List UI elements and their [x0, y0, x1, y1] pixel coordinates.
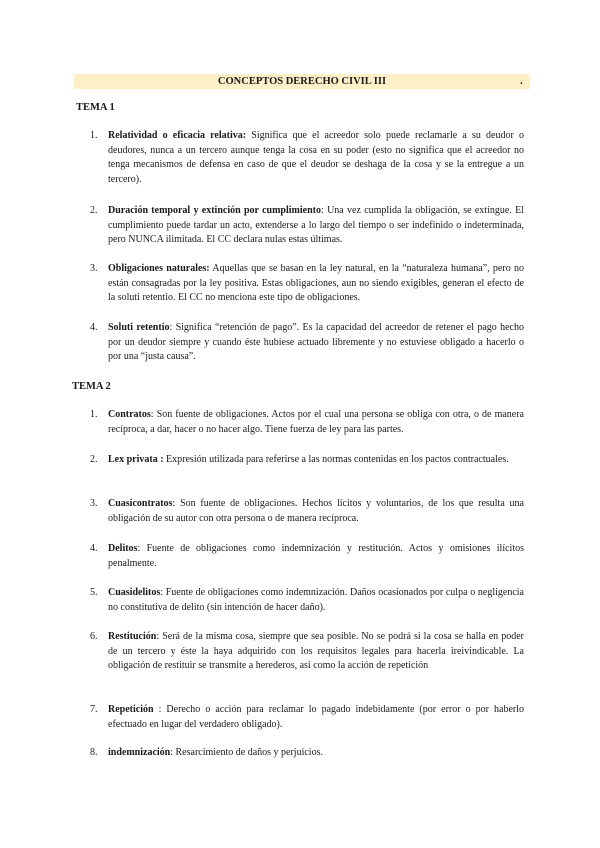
item-number: 7. [90, 704, 98, 715]
item-description: : Resarcimiento de daños y perjuicios. [170, 747, 323, 758]
list-item [90, 408, 524, 437]
list-item [90, 321, 524, 365]
item-description: : Fuente de obligaciones como indemnización. Daños ocasionados por culpa o negligencia no constitutiva de delito (sin intención de hacer daño). [108, 587, 524, 613]
item-text [108, 586, 524, 615]
item-text [108, 204, 524, 248]
item-text [108, 129, 524, 187]
list-item [90, 703, 524, 732]
item-number: 3. [90, 263, 98, 274]
item-text [108, 542, 524, 571]
item-description: : Derecho o acción para reclamar lo pagado indebidamente (por error o por haberlo efectuado en lugar del verdadero obligado). [108, 704, 524, 730]
item-term: Relatividad o eficacia relativa: [108, 130, 247, 141]
item-number: 6. [90, 631, 98, 642]
item-description: Significa que el acreedor solo puede reclamarle a su deudor o deudores, nunca a un tercero aunque tenga la cosa en su poder (esto no significa que el acreedor no tenga mecanismos de defensa en caso de que el deudor se deshaga de la cosa y se la entregue a un tercero). [108, 130, 524, 185]
item-term: Contratos [108, 409, 151, 420]
title-suffix: . [520, 76, 523, 87]
item-term: Duración temporal y extinción por cumplimiento [108, 205, 321, 216]
item-text [108, 321, 524, 365]
item-term: Cuasicontratos [108, 498, 173, 509]
item-number: 8. [90, 747, 98, 758]
item-description: : Son fuente de obligaciones. Hechos lícitos y voluntarios, de los que resulta una obligación de su autor con otra persona o de manera recíproca. [108, 498, 524, 524]
item-term: indemnización [108, 747, 171, 758]
list-item [90, 204, 524, 248]
item-description: : Son fuente de obligaciones. Actos por el cual una persona se obliga con otra, o de manera recíproca, a dar, hacer o no hacer algo. Tiene fuerza de ley para las partes. [108, 409, 524, 435]
item-term: Cuasidelitos [108, 587, 161, 598]
item-term: Repetición [108, 704, 154, 715]
item-number: 1. [90, 409, 98, 420]
list-item [90, 129, 524, 187]
item-term: Soluti retentio [108, 322, 170, 333]
list-item [90, 497, 524, 526]
item-term: Lex privata : [108, 454, 164, 465]
section-heading-tema1: TEMA 1 [76, 102, 115, 113]
item-number: 2. [90, 454, 98, 465]
list-item [90, 542, 524, 571]
list-item [90, 746, 524, 761]
item-description: : Fuente de obligaciones como indemnización y restitución. Actos y omisiones ilícitos penalmente. [108, 543, 524, 569]
item-number: 4. [90, 322, 98, 333]
item-text [108, 408, 524, 437]
item-number: 2. [90, 205, 98, 216]
item-text [108, 703, 524, 732]
item-description: Aquellas que se basan en la ley natural, en la “naturaleza humana”, pero no están consagradas por la ley positiva. Estas obligaciones, aun no siendo exigibles, generan el efecto de la soluti retentio. El CC no menciona este tipo de obligaciones. [108, 263, 524, 303]
list-item [90, 630, 524, 674]
list-item [90, 586, 524, 615]
item-text [108, 453, 524, 468]
item-description: : Será de la misma cosa, siempre que sea posible. No se podrá si la cosa se halla en poder de un tercero y éste la haya adquirido con los requisitos legales para hacerla ireivindicable. La obligación de restituir se transmite a herederos, así como la acción de repetición [108, 631, 524, 671]
item-term: Restitución [108, 631, 157, 642]
section-heading-tema2: TEMA 2 [72, 381, 111, 392]
item-number: 3. [90, 498, 98, 509]
item-text [108, 746, 524, 761]
item-description: Expresión utilizada para referirse a las normas contenidas en los pactos contractuales. [163, 454, 509, 465]
item-term: Delitos [108, 543, 138, 554]
item-text [108, 497, 524, 526]
item-number: 4. [90, 543, 98, 554]
list-item [90, 453, 524, 468]
item-description: : Significa “retención de pago”. Es la capacidad del acreedor de retener el pago hecho por un deudor siempre y cuando éste hubiese actuado libremente y no estuviese obligado a hacerlo o por una “justa causa”. [108, 322, 524, 362]
item-number: 1. [90, 130, 98, 141]
item-text [108, 630, 524, 674]
document-title: CONCEPTOS DERECHO CIVIL III [217, 76, 387, 87]
item-description: : Una vez cumplida la obligación, se extingue. El cumplimiento puede tardar un acto, extenderse a lo largo del tiempo o ser indefinido o indeterminada, pero NUNCA ilimitada. El CC declara nulas estas últimas. [108, 205, 524, 245]
item-number: 5. [90, 587, 98, 598]
item-term: Obligaciones naturales: [108, 263, 210, 274]
list-item [90, 262, 524, 306]
item-text [108, 262, 524, 306]
